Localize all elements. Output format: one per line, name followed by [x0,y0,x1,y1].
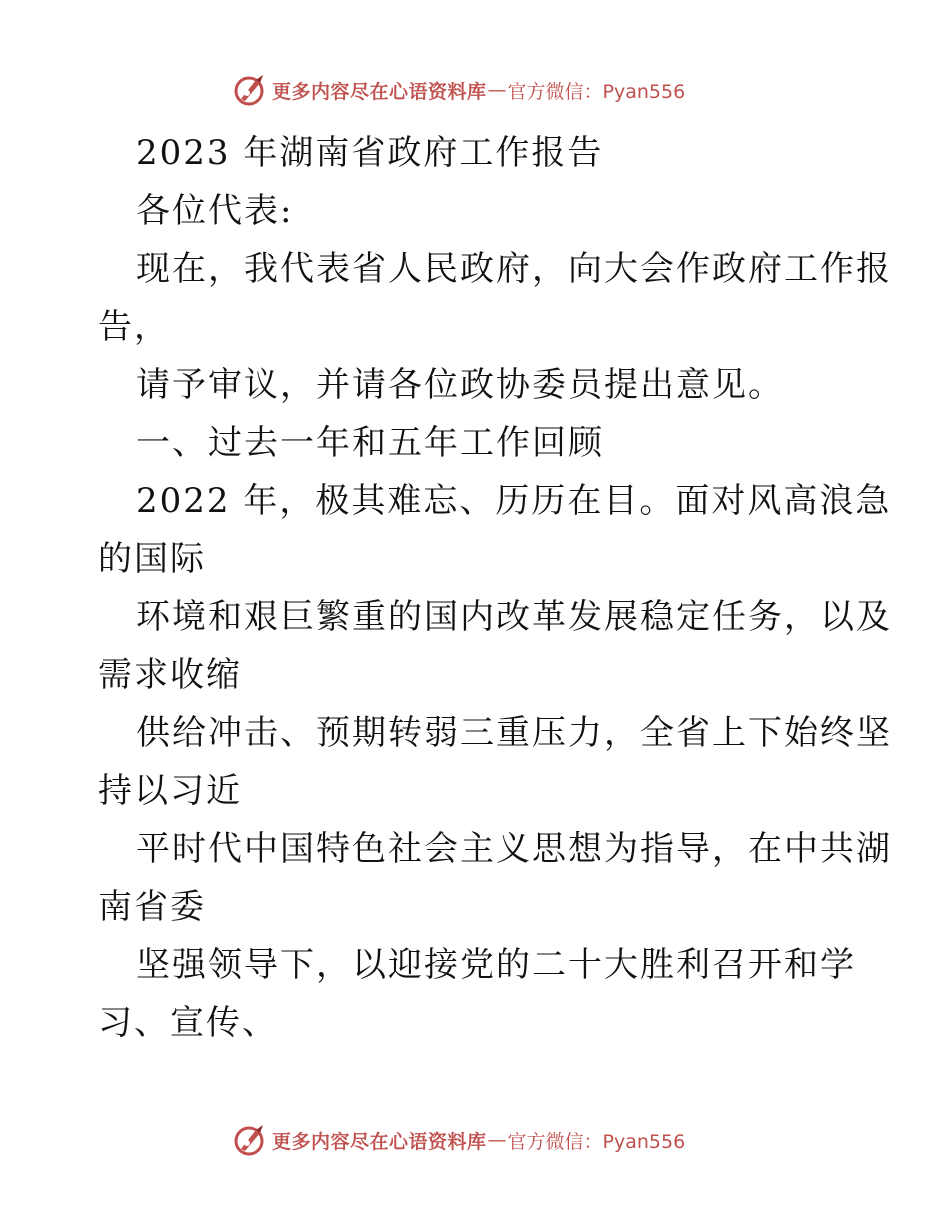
text-line: 习、宣传、 [98,1003,278,1043]
text-line: 环境和艰巨繁重的国内改革发展稳定任务，以及 [136,597,892,637]
text-line: 持以习近 [98,771,242,811]
header-watermark [232,70,685,110]
watermark-dash: — [487,1129,507,1151]
text-line: 请予审议，并请各位政协委员提出意见。 [136,365,784,405]
text-line: 坚强领导下，以迎接党的二十大胜利召开和学 [136,945,856,985]
watermark-dash: — [487,79,507,101]
footer-watermark [232,1120,685,1160]
salutation: 各位代表: [136,191,294,231]
text-line: 南省委 [98,887,206,927]
text-line: 需求收缩 [98,655,242,695]
text-line: 2022 年，极其难忘、历历在目。面对风高浪急 [136,481,892,521]
text-line: 的国际 [98,539,206,579]
text-line: 供给冲击、预期转弱三重压力，全省上下始终坚 [136,713,892,753]
watermark-text: 更多内容尽在心语资料库 [272,1130,487,1153]
quill-pen-circle-icon [232,72,268,108]
watermark-wechat: 官方微信：Pyan556 [507,80,686,103]
text-line: 平时代中国特色社会主义思想为指导，在中共湖 [136,829,892,869]
text-line: 告， [98,307,170,347]
quill-pen-circle-icon [232,1122,268,1158]
section-heading: 一、过去一年和五年工作回顾 [136,423,604,463]
document-title: 2023 年湖南省政府工作报告 [136,133,604,173]
document-body [98,124,892,1052]
watermark-text: 更多内容尽在心语资料库 [272,80,487,103]
watermark-wechat: 官方微信：Pyan556 [507,1130,686,1153]
text-line: 现在，我代表省人民政府，向大会作政府工作报 [136,249,892,289]
